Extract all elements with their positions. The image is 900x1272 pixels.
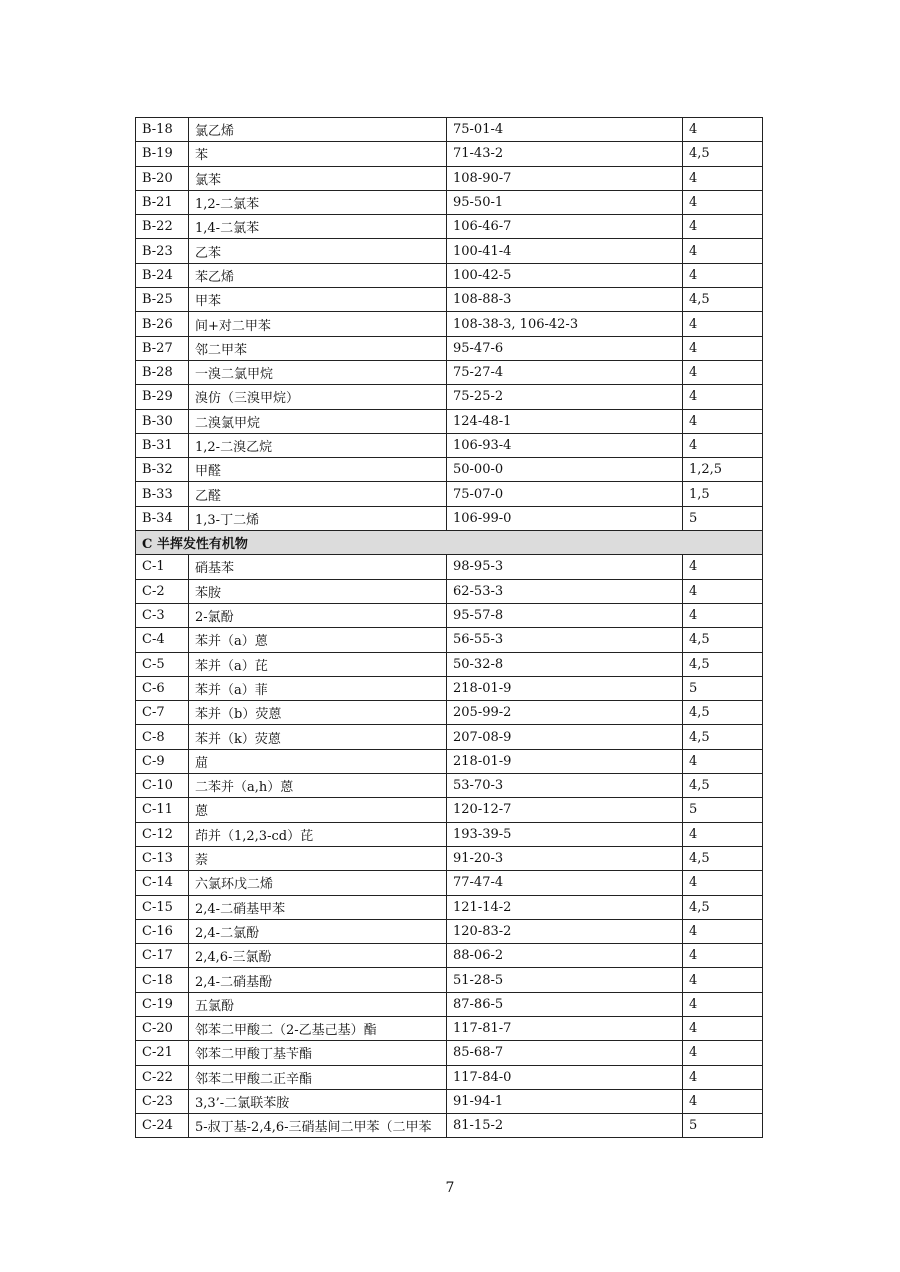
cas-number-cell: 56-55-3 <box>447 628 683 652</box>
table-row <box>136 385 763 409</box>
table-row <box>136 822 763 846</box>
row-id-cell: B-25 <box>136 288 189 312</box>
cas-number-cell: 121-14-2 <box>447 895 683 919</box>
substance-name-cell: 乙苯 <box>189 239 447 263</box>
cas-number-cell: 207-08-9 <box>447 725 683 749</box>
substance-name-cell: 甲苯 <box>189 288 447 312</box>
row-id-cell: B-31 <box>136 433 189 457</box>
cas-number-cell: 120-83-2 <box>447 919 683 943</box>
table-row <box>136 871 763 895</box>
table-row <box>136 239 763 263</box>
table-row <box>136 895 763 919</box>
row-id-cell: B-19 <box>136 142 189 166</box>
row-id-cell: B-34 <box>136 506 189 530</box>
method-cell: 4 <box>683 944 763 968</box>
cas-number-cell: 91-20-3 <box>447 846 683 870</box>
row-id-cell: C-12 <box>136 822 189 846</box>
cas-number-cell: 100-42-5 <box>447 263 683 287</box>
row-id-cell: C-5 <box>136 652 189 676</box>
cas-number-cell: 124-48-1 <box>447 409 683 433</box>
table-row <box>136 555 763 579</box>
row-id-cell: B-20 <box>136 166 189 190</box>
row-id-cell: C-8 <box>136 725 189 749</box>
row-id-cell: B-32 <box>136 458 189 482</box>
row-id-cell: B-23 <box>136 239 189 263</box>
cas-number-cell: 88-06-2 <box>447 944 683 968</box>
cas-number-cell: 106-93-4 <box>447 433 683 457</box>
table-row <box>136 652 763 676</box>
row-id-cell: C-23 <box>136 1089 189 1113</box>
table-row <box>136 506 763 530</box>
cas-number-cell: 100-41-4 <box>447 239 683 263</box>
table-row <box>136 1041 763 1065</box>
pollutant-table <box>135 117 763 1138</box>
substance-name-cell: 5-叔丁基-2,4,6-三硝基间二甲苯（二甲苯 <box>189 1114 447 1138</box>
substance-name-cell: 䓛 <box>189 749 447 773</box>
row-id-cell: B-21 <box>136 190 189 214</box>
row-id-cell: B-26 <box>136 312 189 336</box>
substance-name-cell: 萘 <box>189 846 447 870</box>
cas-number-cell: 218-01-9 <box>447 676 683 700</box>
substance-name-cell: 邻苯二甲酸二正辛酯 <box>189 1065 447 1089</box>
method-cell: 5 <box>683 1114 763 1138</box>
method-cell: 5 <box>683 798 763 822</box>
substance-name-cell: 苯并（a）菲 <box>189 676 447 700</box>
table-row <box>136 118 763 142</box>
row-id-cell: C-4 <box>136 628 189 652</box>
table-row <box>136 798 763 822</box>
method-cell: 4,5 <box>683 652 763 676</box>
method-cell: 4 <box>683 336 763 360</box>
method-cell: 4 <box>683 385 763 409</box>
row-id-cell: B-28 <box>136 360 189 384</box>
table-row <box>136 409 763 433</box>
row-id-cell: B-29 <box>136 385 189 409</box>
method-cell: 4 <box>683 555 763 579</box>
method-cell: 4 <box>683 822 763 846</box>
table-row <box>136 336 763 360</box>
substance-name-cell: 3,3’-二氯联苯胺 <box>189 1089 447 1113</box>
row-id-cell: C-13 <box>136 846 189 870</box>
substance-name-cell: 茚并（1,2,3-cd）芘 <box>189 822 447 846</box>
method-cell: 4,5 <box>683 142 763 166</box>
substance-name-cell: 二溴氯甲烷 <box>189 409 447 433</box>
table-row <box>136 458 763 482</box>
substance-name-cell: 五氯酚 <box>189 992 447 1016</box>
substance-name-cell: 邻苯二甲酸丁基苄酯 <box>189 1041 447 1065</box>
table-row <box>136 1065 763 1089</box>
table-row <box>136 360 763 384</box>
method-cell: 4 <box>683 603 763 627</box>
substance-name-cell: 苯 <box>189 142 447 166</box>
row-id-cell: C-1 <box>136 555 189 579</box>
cas-number-cell: 205-99-2 <box>447 701 683 725</box>
substance-name-cell: 氯苯 <box>189 166 447 190</box>
cas-number-cell: 218-01-9 <box>447 749 683 773</box>
cas-number-cell: 87-86-5 <box>447 992 683 1016</box>
section-title: C 半挥发性有机物 <box>136 531 763 555</box>
substance-name-cell: 1,4-二氯苯 <box>189 215 447 239</box>
cas-number-cell: 50-00-0 <box>447 458 683 482</box>
substance-name-cell: 间+对二甲苯 <box>189 312 447 336</box>
cas-number-cell: 95-50-1 <box>447 190 683 214</box>
table-row <box>136 433 763 457</box>
method-cell: 1,5 <box>683 482 763 506</box>
table-row <box>136 142 763 166</box>
cas-number-cell: 53-70-3 <box>447 774 683 798</box>
substance-name-cell: 1,2-二溴乙烷 <box>189 433 447 457</box>
method-cell: 4 <box>683 579 763 603</box>
substance-name-cell: 苯胺 <box>189 579 447 603</box>
table-row <box>136 749 763 773</box>
table-row <box>136 774 763 798</box>
method-cell: 4,5 <box>683 628 763 652</box>
cas-number-cell: 108-38-3, 106-42-3 <box>447 312 683 336</box>
method-cell: 1,2,5 <box>683 458 763 482</box>
row-id-cell: C-2 <box>136 579 189 603</box>
method-cell: 4,5 <box>683 774 763 798</box>
row-id-cell: C-16 <box>136 919 189 943</box>
method-cell: 4 <box>683 433 763 457</box>
substance-name-cell: 2-氯酚 <box>189 603 447 627</box>
table-row <box>136 725 763 749</box>
method-cell: 4,5 <box>683 846 763 870</box>
substance-name-cell: 2,4,6-三氯酚 <box>189 944 447 968</box>
substance-name-cell: 二苯并（a,h）蒽 <box>189 774 447 798</box>
table-row <box>136 676 763 700</box>
table-row <box>136 312 763 336</box>
method-cell: 4 <box>683 1065 763 1089</box>
cas-number-cell: 117-84-0 <box>447 1065 683 1089</box>
substance-name-cell: 苯并（a）芘 <box>189 652 447 676</box>
method-cell: 4 <box>683 166 763 190</box>
method-cell: 4 <box>683 360 763 384</box>
cas-number-cell: 95-47-6 <box>447 336 683 360</box>
cas-number-cell: 50-32-8 <box>447 652 683 676</box>
cas-number-cell: 117-81-7 <box>447 1016 683 1040</box>
method-cell: 4 <box>683 968 763 992</box>
substance-name-cell: 1,3-丁二烯 <box>189 506 447 530</box>
table-row <box>136 190 763 214</box>
table-row <box>136 1016 763 1040</box>
method-cell: 4 <box>683 1041 763 1065</box>
table-row <box>136 166 763 190</box>
section-header-c <box>136 531 763 555</box>
substance-name-cell: 苯并（b）荧蒽 <box>189 701 447 725</box>
table-row <box>136 215 763 239</box>
cas-number-cell: 108-90-7 <box>447 166 683 190</box>
row-id-cell: C-22 <box>136 1065 189 1089</box>
substance-name-cell: 苯乙烯 <box>189 263 447 287</box>
substance-name-cell: 邻苯二甲酸二（2-乙基己基）酯 <box>189 1016 447 1040</box>
cas-number-cell: 51-28-5 <box>447 968 683 992</box>
cas-number-cell: 91-94-1 <box>447 1089 683 1113</box>
cas-number-cell: 62-53-3 <box>447 579 683 603</box>
cas-number-cell: 77-47-4 <box>447 871 683 895</box>
method-cell: 4 <box>683 190 763 214</box>
method-cell: 4 <box>683 118 763 142</box>
row-id-cell: C-24 <box>136 1114 189 1138</box>
cas-number-cell: 85-68-7 <box>447 1041 683 1065</box>
table-row <box>136 288 763 312</box>
substance-name-cell: 硝基苯 <box>189 555 447 579</box>
row-id-cell: B-33 <box>136 482 189 506</box>
substance-name-cell: 1,2-二氯苯 <box>189 190 447 214</box>
row-id-cell: C-18 <box>136 968 189 992</box>
substance-name-cell: 六氯环戊二烯 <box>189 871 447 895</box>
method-cell: 4 <box>683 749 763 773</box>
table-row <box>136 1114 763 1138</box>
method-cell: 5 <box>683 506 763 530</box>
substance-name-cell: 乙醛 <box>189 482 447 506</box>
row-id-cell: C-7 <box>136 701 189 725</box>
row-id-cell: B-22 <box>136 215 189 239</box>
row-id-cell: C-15 <box>136 895 189 919</box>
cas-number-cell: 108-88-3 <box>447 288 683 312</box>
cas-number-cell: 98-95-3 <box>447 555 683 579</box>
table-row <box>136 968 763 992</box>
cas-number-cell: 95-57-8 <box>447 603 683 627</box>
cas-number-cell: 75-27-4 <box>447 360 683 384</box>
substance-name-cell: 甲醛 <box>189 458 447 482</box>
method-cell: 4,5 <box>683 895 763 919</box>
table-row <box>136 628 763 652</box>
row-id-cell: C-19 <box>136 992 189 1016</box>
row-id-cell: C-21 <box>136 1041 189 1065</box>
table-row <box>136 579 763 603</box>
cas-number-cell: 75-07-0 <box>447 482 683 506</box>
substance-name-cell: 溴仿（三溴甲烷） <box>189 385 447 409</box>
substance-name-cell: 2,4-二硝基酚 <box>189 968 447 992</box>
cas-number-cell: 75-25-2 <box>447 385 683 409</box>
table-row <box>136 701 763 725</box>
method-cell: 4 <box>683 919 763 943</box>
table-row <box>136 846 763 870</box>
table-row <box>136 263 763 287</box>
row-id-cell: C-17 <box>136 944 189 968</box>
table-row <box>136 992 763 1016</box>
substance-name-cell: 一溴二氯甲烷 <box>189 360 447 384</box>
cas-number-cell: 75-01-4 <box>447 118 683 142</box>
method-cell: 4 <box>683 263 763 287</box>
table-row <box>136 919 763 943</box>
method-cell: 4 <box>683 992 763 1016</box>
method-cell: 4,5 <box>683 288 763 312</box>
method-cell: 4 <box>683 239 763 263</box>
substance-name-cell: 蒽 <box>189 798 447 822</box>
page-number: 7 <box>445 1180 455 1196</box>
row-id-cell: B-30 <box>136 409 189 433</box>
cas-number-cell: 81-15-2 <box>447 1114 683 1138</box>
row-id-cell: C-11 <box>136 798 189 822</box>
table-row <box>136 1089 763 1113</box>
method-cell: 4 <box>683 215 763 239</box>
cas-number-cell: 106-46-7 <box>447 215 683 239</box>
section-b-rows <box>136 118 763 531</box>
cas-number-cell: 193-39-5 <box>447 822 683 846</box>
method-cell: 4 <box>683 409 763 433</box>
table-row <box>136 482 763 506</box>
method-cell: 4 <box>683 312 763 336</box>
method-cell: 4 <box>683 1016 763 1040</box>
method-cell: 4 <box>683 871 763 895</box>
section-c-rows <box>136 555 763 1138</box>
method-cell: 5 <box>683 676 763 700</box>
method-cell: 4,5 <box>683 725 763 749</box>
substance-name-cell: 邻二甲苯 <box>189 336 447 360</box>
substance-name-cell: 苯并（a）蒽 <box>189 628 447 652</box>
row-id-cell: B-18 <box>136 118 189 142</box>
method-cell: 4 <box>683 1089 763 1113</box>
row-id-cell: C-10 <box>136 774 189 798</box>
cas-number-cell: 120-12-7 <box>447 798 683 822</box>
row-id-cell: C-3 <box>136 603 189 627</box>
table-row <box>136 944 763 968</box>
substance-name-cell: 2,4-二硝基甲苯 <box>189 895 447 919</box>
row-id-cell: C-9 <box>136 749 189 773</box>
cas-number-cell: 106-99-0 <box>447 506 683 530</box>
substance-name-cell: 氯乙烯 <box>189 118 447 142</box>
row-id-cell: B-24 <box>136 263 189 287</box>
substance-name-cell: 苯并（k）荧蒽 <box>189 725 447 749</box>
method-cell: 4,5 <box>683 701 763 725</box>
table-row <box>136 603 763 627</box>
row-id-cell: B-27 <box>136 336 189 360</box>
cas-number-cell: 71-43-2 <box>447 142 683 166</box>
substance-name-cell: 2,4-二氯酚 <box>189 919 447 943</box>
row-id-cell: C-6 <box>136 676 189 700</box>
row-id-cell: C-14 <box>136 871 189 895</box>
row-id-cell: C-20 <box>136 1016 189 1040</box>
